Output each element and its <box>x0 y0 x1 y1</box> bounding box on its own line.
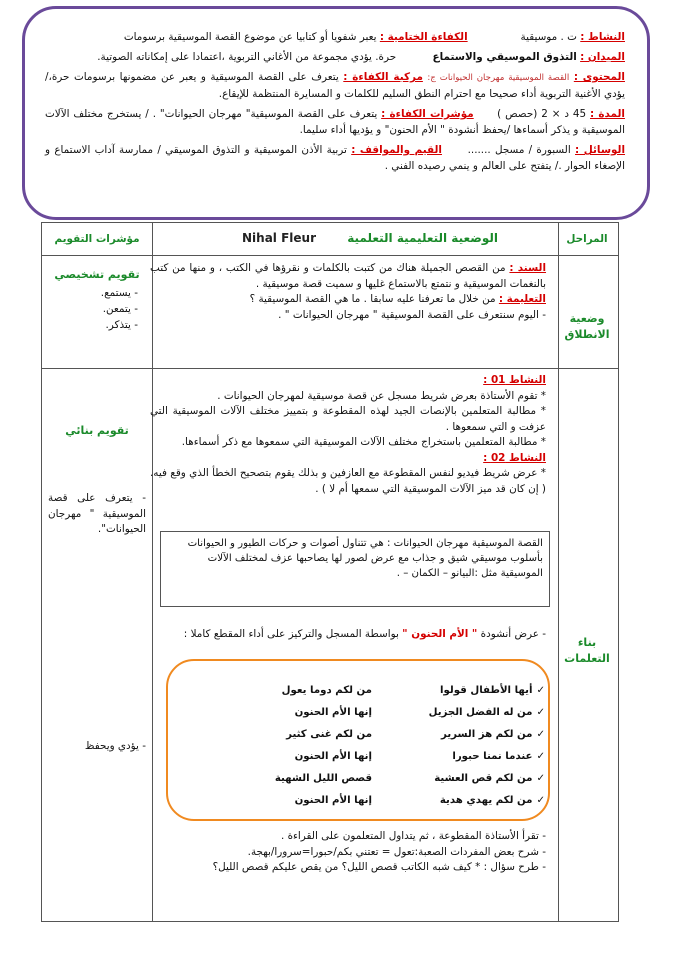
check-icon: ✓ <box>536 795 545 806</box>
activities-block <box>150 373 546 497</box>
song-line-right <box>440 795 545 806</box>
song-verse: من لكم غنى كثير <box>286 729 372 740</box>
song-verse: إنها الأم الحنون <box>294 751 372 762</box>
check-icon: ✓ <box>536 707 545 718</box>
activity1-label: النشاط 01 : <box>483 374 546 386</box>
activity1-item: * مطالبة المتعلمين بالإنصات الجيد لهذه المقطوعة و بتمييز مختلف الآلات الموسيقية التي عزفت و التي سمعوها . <box>150 405 546 433</box>
song-intro <box>150 627 546 643</box>
values-continued: و الإصغاء الحوار ./ يتفتح على العالم و ينمي رصيده الفني . <box>45 144 625 172</box>
closing-line: - شرح بعض المفردات الصعبة:تعول = تعتني بكم/حبورا=سرورا/بهجة. <box>247 845 546 858</box>
author-watermark: Nihal Fleur <box>242 231 316 245</box>
header-row-content <box>45 69 625 102</box>
diag-item: - يتمعن. <box>102 302 138 315</box>
check-icon: ✓ <box>536 751 545 762</box>
column-header-stages: المراحل <box>566 233 608 245</box>
closing-line: - تقرأ الأستاذة المقطوعة ، ثم يتداول المتعلمون على القراءة . <box>280 830 546 842</box>
launch-row-divider <box>42 368 618 369</box>
song-intro-b: بواسطة المسجل والتركيز على أداء المقطع كاملا : <box>183 628 399 640</box>
column-divider-left <box>152 223 153 921</box>
closing-block <box>150 829 546 876</box>
diag-item: - يستمع. <box>100 286 138 299</box>
final-competence-value: يعبر شفويا أو كتابيا عن موضوع القصة الموسيقية برسومات <box>123 31 377 43</box>
activity-value: ت . موسيقية <box>520 31 577 43</box>
song-verse: عندما نمنا حبورا <box>452 751 533 762</box>
stage-build: بناء التعلمات <box>564 636 610 665</box>
duration-label: المدة : <box>590 108 625 120</box>
stage-launch: وضعية الانطلاق <box>564 312 610 341</box>
activity1-item: * تقوم الأستاذة بعرض شريط مسجل عن قصة موسيقية لمهرجان الحيوانات . <box>217 389 546 402</box>
field-value: التذوق الموسيقي والاستماع <box>432 51 577 63</box>
field-description: حرة. يؤدي مجموعة من الأغاني التربوية ،اعتمادا على إمكاناته الصوتية. <box>97 51 397 63</box>
song-intro-a: - عرض أنشودة <box>480 628 546 640</box>
indicators-value: يتعرف على القصة الموسيقية" مهرجان الحيوانات" . / يستخرج <box>106 108 378 120</box>
column-header-situation: الوضعية التعليمية التعلمية <box>347 231 498 245</box>
indicators-label: مؤشرات الكفاءة : <box>381 108 474 120</box>
diagnostic-evaluation <box>42 267 152 333</box>
final-competence-label: الكفاءة الختامية : <box>379 31 468 43</box>
lesson-table <box>41 222 619 922</box>
values-label: القيم والمواقف : <box>351 144 442 156</box>
activity-label: النشاط : <box>580 31 625 43</box>
column-header-indicators: مؤشرات التقويم <box>54 233 140 245</box>
song-verse: من لكم هز السرير <box>441 729 533 740</box>
diagnostic-title: تقويم تشخيصي <box>54 268 140 281</box>
song-line-right <box>440 685 545 696</box>
song-verse: أيها الأطفال قولوا <box>440 685 533 696</box>
sanad-paragraph <box>150 261 546 292</box>
competence-component-continued: حرة،/ يؤدي الأغنية التربوية أداء صحيحا مع احترام النطق السليم للكلمات و المسايرة المنتظمة للإيقاع. <box>45 71 625 100</box>
content-label: المحتوى : <box>573 71 625 83</box>
song-verse: من لكم يهدي هدية <box>439 795 533 806</box>
check-icon: ✓ <box>536 729 545 740</box>
instruction-paragraph <box>150 292 546 308</box>
competence-component-value: يتعرف على القصة الموسيقية و يعبر عن مضمونها برسومات <box>73 71 339 83</box>
activity2-label: النشاط 02 : <box>483 451 546 464</box>
song-verse: من له الفضل الجزيل <box>428 707 533 718</box>
song-line-right <box>452 751 545 762</box>
field-label: الميدان : <box>580 51 625 63</box>
instruction-label: التعليمة : <box>498 293 546 305</box>
sanad-label: السند : <box>509 262 547 274</box>
tools-label: الوسائل : <box>575 144 626 156</box>
constructive-text: - يتعرف على قصة الموسيقية " مهرجان الحيوانات". <box>48 492 146 535</box>
song-verse: من لكم دوما يعول <box>281 685 372 696</box>
song-verse: قصص الليل الشهية <box>274 773 372 784</box>
check-icon: ✓ <box>536 685 545 696</box>
header-row-activity <box>45 29 625 45</box>
closing-line: - طرح سؤال : * كيف شبه الكاتب قصص الليل؟ من يقص عليكم قصص الليل؟ <box>212 861 546 873</box>
activity2-text: * عرض شريط فيديو لنفس المقطوعة مع العازفين و بذلك يقوم بتصحيح الخطأ الذي وقع فيه.( إن كان قد ميز الآلات الموسيقية التي سمعها أم لا ) . <box>150 467 546 495</box>
values-value: تربية الأذن الموسيقية و التذوق الموسيقي / ممارسة آداب الاستماع <box>54 144 347 156</box>
lesson-header <box>22 6 650 220</box>
header-row-field <box>45 49 625 65</box>
check-icon: ✓ <box>536 773 545 784</box>
song-verse: إنها الأم الحنون <box>294 795 372 806</box>
today-text: - اليوم سنتعرف على القصة الموسيقية " مهرجان الحيوانات " . <box>278 308 546 321</box>
song-title: " الأم الحنون " <box>402 628 478 640</box>
tools-value: السبورة / مسجل ....... <box>467 144 571 156</box>
indicators-continued: مختلف الآلات الموسيقية و يذكر أسماءها /يحفظ أنشودة " الأم الحنون" و يؤديها أداء سليما. <box>45 108 625 136</box>
sanad-text: من القصص الجميلة هناك من كتبت بالكلمات و نقرؤها في الكتب ، و منها من كتب بالنغمات الموسيقية و نتمتع بالاستماع غليها و سميت قصة موسيقية . <box>150 262 546 290</box>
song-line-right <box>434 773 545 784</box>
instruction-text: من خلال ما تعرفنا عليه سابقا . ما هي القصة الموسيقية ؟ <box>249 293 496 305</box>
song-line-right <box>441 729 545 740</box>
activity1-item: * مطالبة المتعلمين باستخراج مختلف الآلات الموسيقية التي سمعوها مع ذكر أسماءها. <box>181 436 546 448</box>
competence-component-label: مركبة الكفاءة : <box>343 71 423 83</box>
story-definition-text: القصة الموسيقية مهرجان الحيوانات : هي تتناول أصوات و حركات الطيور و الحيوانات بأسلوب موسيقي شيق و جذاب مع عرض لصور لها يصاحبها عزف لمختلف الآلات الموسيقية مثل :البيانو – الكمان – . <box>187 538 543 579</box>
diag-item: - يتذكر. <box>105 318 138 331</box>
song-verse: من لكم قص العشية <box>434 773 533 784</box>
story-definition-box <box>160 531 550 607</box>
header-row-tools <box>45 142 625 174</box>
sings-memorizes: - يؤدي ويحفظ <box>84 740 146 752</box>
song-line-right <box>429 707 545 718</box>
launch-situation <box>150 261 546 323</box>
song-verse: إنها الأم الحنون <box>294 707 372 718</box>
header-row-duration <box>45 106 625 138</box>
constructive-title: تقويم بنائي <box>65 424 129 437</box>
content-value: القصة الموسيقية مهرجان الحيوانات ج: <box>427 73 570 83</box>
header-row-divider <box>42 255 618 256</box>
duration-value: 45 د × 2 (حصص ) <box>497 108 587 120</box>
